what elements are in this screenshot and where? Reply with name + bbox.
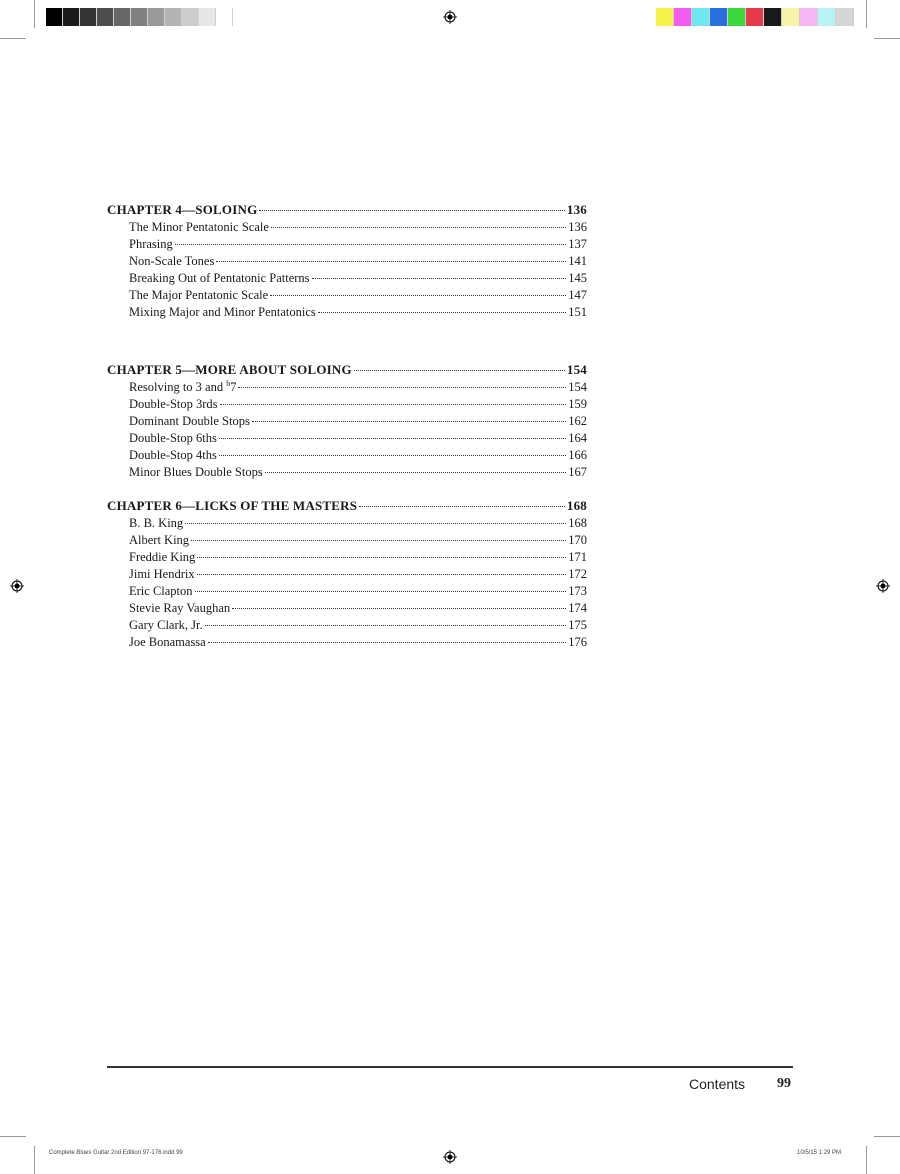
color-swatch (836, 8, 854, 26)
toc-entry[interactable] (107, 430, 587, 447)
toc-entry[interactable] (107, 253, 587, 270)
chapter-title: CHAPTER 6—LICKS OF THE MASTERS (107, 498, 358, 513)
dot-leader (197, 574, 567, 575)
color-swatch (165, 8, 182, 26)
entry-page: 141 (568, 254, 587, 268)
entry-page: 137 (568, 237, 587, 251)
entry-title: Dominant Double Stops (129, 414, 250, 428)
toc-entry[interactable] (107, 617, 587, 634)
color-swatch (114, 8, 131, 26)
entry-page: 145 (568, 271, 587, 285)
entry-title: Double-Stop 3rds (129, 397, 218, 411)
dot-leader (312, 278, 567, 279)
crop-mark (874, 1136, 900, 1137)
chapter-title: CHAPTER 4—SOLOING (107, 202, 258, 217)
toc-chapter (107, 361, 587, 481)
color-swatch (746, 8, 764, 26)
toc-entry[interactable] (107, 379, 587, 396)
entry-title: Jimi Hendrix (129, 567, 195, 581)
chapter-page: 168 (566, 498, 587, 513)
entry-title: Gary Clark, Jr. (129, 618, 203, 632)
dot-leader (354, 370, 565, 371)
entry-page: 154 (568, 380, 587, 394)
dot-leader (185, 523, 566, 524)
page-number: 99 (777, 1076, 791, 1091)
entry-page: 136 (568, 220, 587, 234)
footer-rule (107, 1066, 793, 1068)
toc-chapter (107, 201, 587, 321)
toc-entry[interactable] (107, 566, 587, 583)
color-swatch (800, 8, 818, 26)
chapter-heading[interactable] (107, 361, 587, 379)
crop-mark (34, 0, 35, 28)
crop-mark (0, 1136, 26, 1137)
color-swatch (674, 8, 692, 26)
dot-leader (197, 557, 566, 558)
toc-entry[interactable] (107, 549, 587, 566)
toc-entry[interactable] (107, 464, 587, 481)
entry-page: 176 (568, 635, 587, 649)
toc-entry[interactable] (107, 532, 587, 549)
toc-entry[interactable] (107, 515, 587, 532)
entry-title: Minor Blues Double Stops (129, 465, 263, 479)
toc-entry[interactable] (107, 447, 587, 464)
dot-leader (270, 295, 566, 296)
entry-page: 162 (568, 414, 587, 428)
entry-page: 159 (568, 397, 587, 411)
dot-leader (318, 312, 566, 313)
dot-leader (208, 642, 567, 643)
entry-title: Mixing Major and Minor Pentatonics (129, 305, 316, 319)
registration-mark-icon (443, 1150, 457, 1164)
color-swatch (710, 8, 728, 26)
crop-mark (0, 38, 26, 39)
toc-entry[interactable] (107, 600, 587, 617)
dot-leader (205, 625, 567, 626)
color-swatch (656, 8, 674, 26)
color-swatch (728, 8, 746, 26)
dot-leader (265, 472, 567, 473)
dot-leader (220, 404, 567, 405)
entry-page: 172 (568, 567, 587, 581)
color-swatch (148, 8, 165, 26)
entry-page: 168 (568, 516, 587, 530)
entry-title: Eric Clapton (129, 584, 193, 598)
slug-file-name: Complete Blues Guitar 2nd Edition 97-176.indd 99 (49, 1150, 183, 1156)
entry-page: 171 (568, 550, 587, 564)
toc-chapter (107, 497, 587, 651)
entry-title: Double-Stop 4ths (129, 448, 217, 462)
entry-title: Stevie Ray Vaughan (129, 601, 231, 615)
entry-title: Breaking Out of Pentatonic Patterns (129, 271, 310, 285)
toc-entry[interactable] (107, 236, 587, 253)
color-swatch (46, 8, 63, 26)
dot-leader (216, 261, 566, 262)
entry-title: B. B. King (129, 516, 184, 530)
entry-page: 147 (568, 288, 587, 302)
color-swatch (818, 8, 836, 26)
entry-page: 151 (568, 305, 587, 319)
toc-entry[interactable] (107, 396, 587, 413)
entry-title: Non-Scale Tones (129, 254, 215, 268)
crop-mark (866, 0, 867, 28)
chapter-heading[interactable] (107, 201, 587, 219)
chapter-heading[interactable] (107, 497, 587, 515)
toc-entry[interactable] (107, 304, 587, 321)
entry-page: 167 (568, 465, 587, 479)
registration-mark-icon (443, 10, 457, 24)
dot-leader (238, 387, 566, 388)
entry-title: Joe Bonamassa (129, 635, 206, 649)
color-swatch (131, 8, 148, 26)
entry-title: Phrasing (129, 237, 173, 251)
chapter-title: CHAPTER 5—MORE ABOUT SOLOING (107, 362, 352, 377)
entry-title: Freddie King (129, 550, 196, 564)
dot-leader (252, 421, 566, 422)
entry-page: 173 (568, 584, 587, 598)
registration-mark-icon (876, 579, 890, 593)
toc-entry[interactable] (107, 583, 587, 600)
dot-leader (219, 455, 566, 456)
color-swatch (182, 8, 199, 26)
dot-leader (232, 608, 566, 609)
color-swatch (764, 8, 782, 26)
entry-page: 166 (568, 448, 587, 462)
entry-title: Resolving to 3 and $^b$7 (129, 378, 237, 394)
flat-sign: b (226, 378, 231, 388)
dot-leader (219, 438, 566, 439)
entry-page: 174 (568, 601, 587, 615)
toc-entry[interactable] (107, 413, 587, 430)
toc-entry[interactable] (107, 270, 587, 287)
dot-leader (259, 210, 564, 211)
crop-mark (874, 38, 900, 39)
dot-leader (359, 506, 565, 507)
entry-page: 170 (568, 533, 587, 547)
toc-entry[interactable] (107, 287, 587, 304)
entry-title: Albert King (129, 533, 190, 547)
color-swatch (63, 8, 80, 26)
registration-mark-icon (10, 579, 24, 593)
entry-page: 175 (568, 618, 587, 632)
chapter-page: 136 (566, 202, 587, 217)
toc-entry[interactable] (107, 219, 587, 236)
color-swatch (692, 8, 710, 26)
toc-entry[interactable] (107, 634, 587, 651)
entry-page: 164 (568, 431, 587, 445)
entry-title: The Minor Pentatonic Scale (129, 220, 269, 234)
dot-leader (195, 591, 567, 592)
color-swatch (782, 8, 800, 26)
table-of-contents (107, 201, 587, 651)
slug-timestamp: 10/5/15 1:29 PM (797, 1150, 842, 1156)
entry-title: Double-Stop 6ths (129, 431, 217, 445)
chapter-page: 154 (566, 362, 587, 377)
running-footer-section: Contents (689, 1076, 746, 1092)
gray-color-bar (46, 8, 233, 26)
dot-leader (175, 244, 567, 245)
dot-leader (191, 540, 566, 541)
crop-mark (866, 1146, 867, 1174)
dot-leader (271, 227, 566, 228)
color-swatch (80, 8, 97, 26)
entry-title: The Major Pentatonic Scale (129, 288, 269, 302)
color-swatch (216, 8, 233, 26)
color-bar (656, 8, 854, 26)
crop-mark (34, 1146, 35, 1174)
color-swatch (97, 8, 114, 26)
color-swatch (199, 8, 216, 26)
